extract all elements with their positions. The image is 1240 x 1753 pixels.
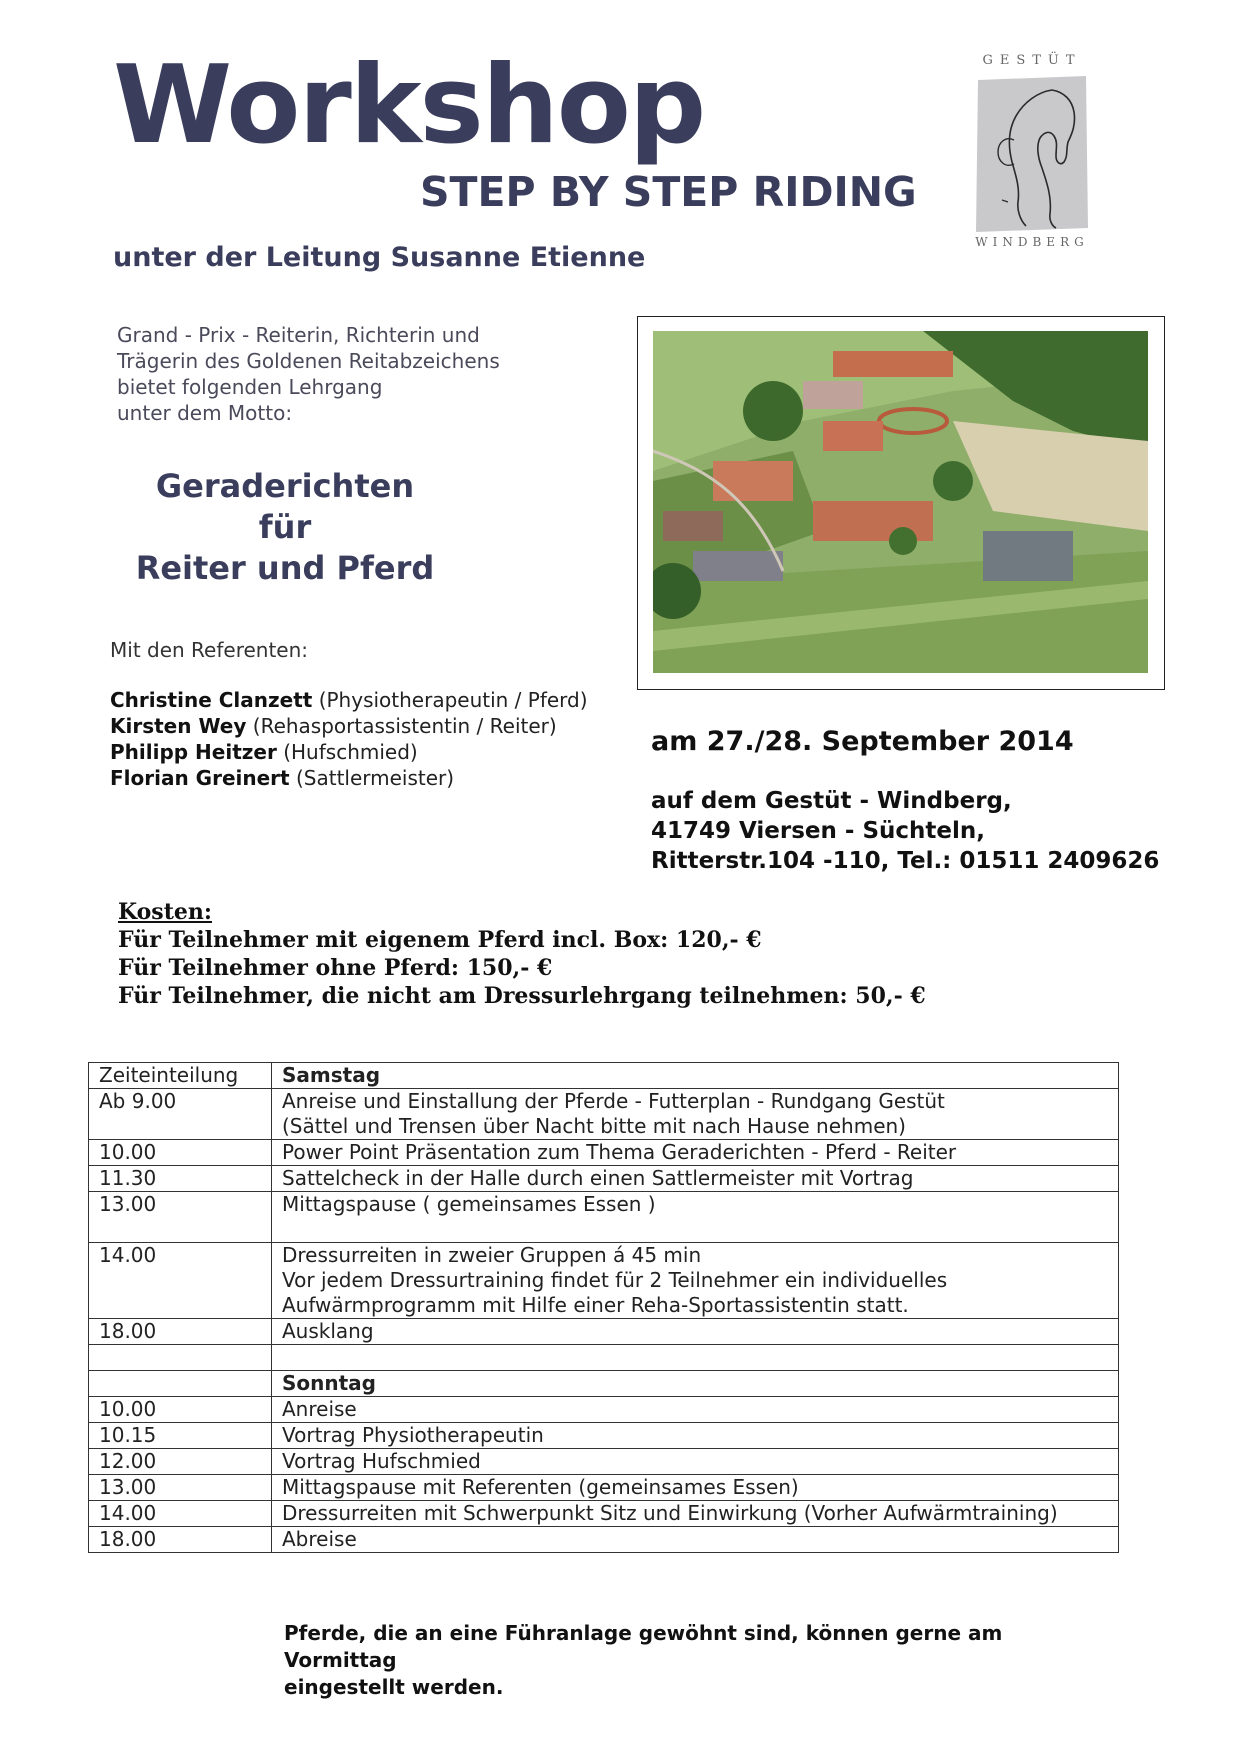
- schedule-time: 14.00: [89, 1243, 272, 1319]
- table-row: [89, 1319, 1119, 1345]
- schedule-activity: [272, 1423, 1119, 1449]
- activity-line: Vor jedem Dressurtraining findet für 2 Teilnehmer ein individuelles: [282, 1268, 948, 1292]
- schedule-activity: [272, 1527, 1119, 1553]
- activity-line: Mittagspause ( gemeinsames Essen ): [282, 1192, 656, 1216]
- note-line: eingestellt werden.: [284, 1675, 504, 1699]
- table-row: [89, 1449, 1119, 1475]
- schedule-activity: [272, 1319, 1119, 1345]
- referent-role: (Sattlermeister): [295, 766, 455, 790]
- leader-line: unter der Leitung Susanne Etienne: [113, 242, 646, 273]
- referent-item: [110, 687, 630, 713]
- schedule-activity: [272, 1475, 1119, 1501]
- schedule-col-header: Zeiteinteilung: [89, 1063, 272, 1089]
- motto: [120, 466, 450, 589]
- schedule-activity: [272, 1140, 1119, 1166]
- schedule-time: 10.15: [89, 1423, 272, 1449]
- motto-line: für: [258, 508, 312, 546]
- schedule-time: Ab 9.00: [89, 1089, 272, 1140]
- horse-head-logo: [968, 50, 1096, 250]
- page-title: Workshop: [113, 43, 705, 168]
- intro-line: Trägerin des Goldenen Reitabzeichens: [117, 349, 500, 373]
- activity-line: Aufwärmprogramm mit Hilfe einer Reha-Sportassistentin statt.: [282, 1293, 909, 1317]
- schedule-activity: [272, 1449, 1119, 1475]
- referent-item: [110, 739, 630, 765]
- schedule-empty-cell: [89, 1371, 272, 1397]
- day-heading-saturday: Samstag: [272, 1063, 1119, 1089]
- schedule-time: 13.00: [89, 1475, 272, 1501]
- schedule-empty-cell: [272, 1345, 1119, 1371]
- cost-line: Für Teilnehmer mit eigenem Pferd incl. Box: 120,- €: [118, 927, 762, 953]
- location-line: Ritterstr.104 -110, Tel.: 01511 2409626: [651, 848, 1160, 874]
- schedule-activity: [272, 1166, 1119, 1192]
- event-date: am 27./28. September 2014: [651, 726, 1074, 757]
- activity-line: Dressurreiten in zweier Gruppen á 45 min: [282, 1243, 702, 1267]
- schedule-activity: [272, 1501, 1119, 1527]
- cost-line: Für Teilnehmer, die nicht am Dressurlehrgang teilnehmen: 50,- €: [118, 983, 926, 1009]
- activity-line: Anreise und Einstallung der Pferde - Futterplan - Rundgang Gestüt: [282, 1089, 945, 1113]
- schedule-time: 13.00: [89, 1192, 272, 1243]
- table-row: [89, 1192, 1119, 1243]
- table-row: [89, 1063, 1119, 1089]
- activity-line: Abreise: [282, 1527, 357, 1551]
- schedule-time: 18.00: [89, 1319, 272, 1345]
- table-row: [89, 1397, 1119, 1423]
- location-line: 41749 Viersen - Süchteln,: [651, 818, 986, 844]
- activity-line: Ausklang: [282, 1319, 374, 1343]
- referent-role: (Hufschmied): [283, 740, 418, 764]
- motto-line: Geraderichten: [155, 467, 415, 505]
- footer-note: [284, 1620, 1084, 1701]
- motto-line: Reiter und Pferd: [135, 549, 435, 587]
- table-row: [89, 1501, 1119, 1527]
- table-row: [89, 1089, 1119, 1140]
- referent-name: Philipp Heitzer: [110, 740, 277, 764]
- table-row: [89, 1475, 1119, 1501]
- intro-line: bietet folgenden Lehrgang: [117, 375, 383, 399]
- referent-role: (Physiotherapeutin / Pferd): [318, 688, 588, 712]
- intro-text: [117, 322, 557, 426]
- activity-line: Mittagspause mit Referenten (gemeinsames Essen): [282, 1475, 799, 1499]
- referent-role: (Rehasportassistentin / Reiter): [252, 714, 557, 738]
- table-row: [89, 1140, 1119, 1166]
- table-row: [89, 1423, 1119, 1449]
- schedule-time: 10.00: [89, 1397, 272, 1423]
- schedule-time: 18.00: [89, 1527, 272, 1553]
- schedule-activity: [272, 1397, 1119, 1423]
- costs-heading: Kosten:: [118, 899, 212, 925]
- referents-list: [110, 687, 630, 791]
- cost-line: Für Teilnehmer ohne Pferd: 150,- €: [118, 955, 553, 981]
- table-row: [89, 1243, 1119, 1319]
- referent-name: Florian Greinert: [110, 766, 290, 790]
- intro-line: Grand - Prix - Reiterin, Richterin und: [117, 323, 480, 347]
- note-line: Pferde, die an eine Führanlage gewöhnt sind, können gerne am Vormittag: [284, 1621, 1003, 1672]
- referent-item: [110, 765, 630, 791]
- location-line: auf dem Gestüt - Windberg,: [651, 788, 1012, 814]
- day-heading-sunday: Sonntag: [272, 1371, 1119, 1397]
- schedule-activity: [272, 1089, 1119, 1140]
- activity-line: Vortrag Hufschmied: [282, 1449, 481, 1473]
- table-row: [89, 1527, 1119, 1553]
- schedule-activity: [272, 1243, 1119, 1319]
- activity-line: Power Point Präsentation zum Thema Geraderichten - Pferd - Reiter: [282, 1140, 957, 1164]
- activity-line: (Sättel und Trensen über Nacht bitte mit nach Hause nehmen): [282, 1114, 906, 1138]
- logo-bottom-text: WINDBERG: [975, 235, 1089, 249]
- activity-line: Dressurreiten mit Schwerpunkt Sitz und Einwirkung (Vorher Aufwärmtraining): [282, 1501, 1058, 1525]
- schedule-time: 11.30: [89, 1166, 272, 1192]
- logo-top-text: GESTÜT: [982, 53, 1082, 68]
- activity-line: Anreise: [282, 1397, 357, 1421]
- event-location: [651, 786, 1159, 876]
- schedule-time: 14.00: [89, 1501, 272, 1527]
- intro-line: unter dem Motto:: [117, 401, 293, 425]
- referent-name: Christine Clanzett: [110, 688, 313, 712]
- schedule-activity: [272, 1192, 1119, 1243]
- table-row: [89, 1345, 1119, 1371]
- photo-frame: [637, 316, 1165, 690]
- aerial-farm-photo: [653, 331, 1148, 673]
- referents-heading: Mit den Referenten:: [110, 638, 309, 662]
- table-row: [89, 1371, 1119, 1397]
- page-subtitle: STEP BY STEP RIDING: [420, 168, 917, 216]
- schedule-time: 10.00: [89, 1140, 272, 1166]
- schedule-empty-cell: [89, 1345, 272, 1371]
- referent-name: Kirsten Wey: [110, 714, 247, 738]
- activity-line: Sattelcheck in der Halle durch einen Sattlermeister mit Vortrag: [282, 1166, 914, 1190]
- schedule-table: [88, 1062, 1119, 1553]
- table-row: [89, 1166, 1119, 1192]
- costs-section: [118, 898, 926, 1010]
- schedule-time: 12.00: [89, 1449, 272, 1475]
- referent-item: [110, 713, 630, 739]
- activity-line: Vortrag Physiotherapeutin: [282, 1423, 544, 1447]
